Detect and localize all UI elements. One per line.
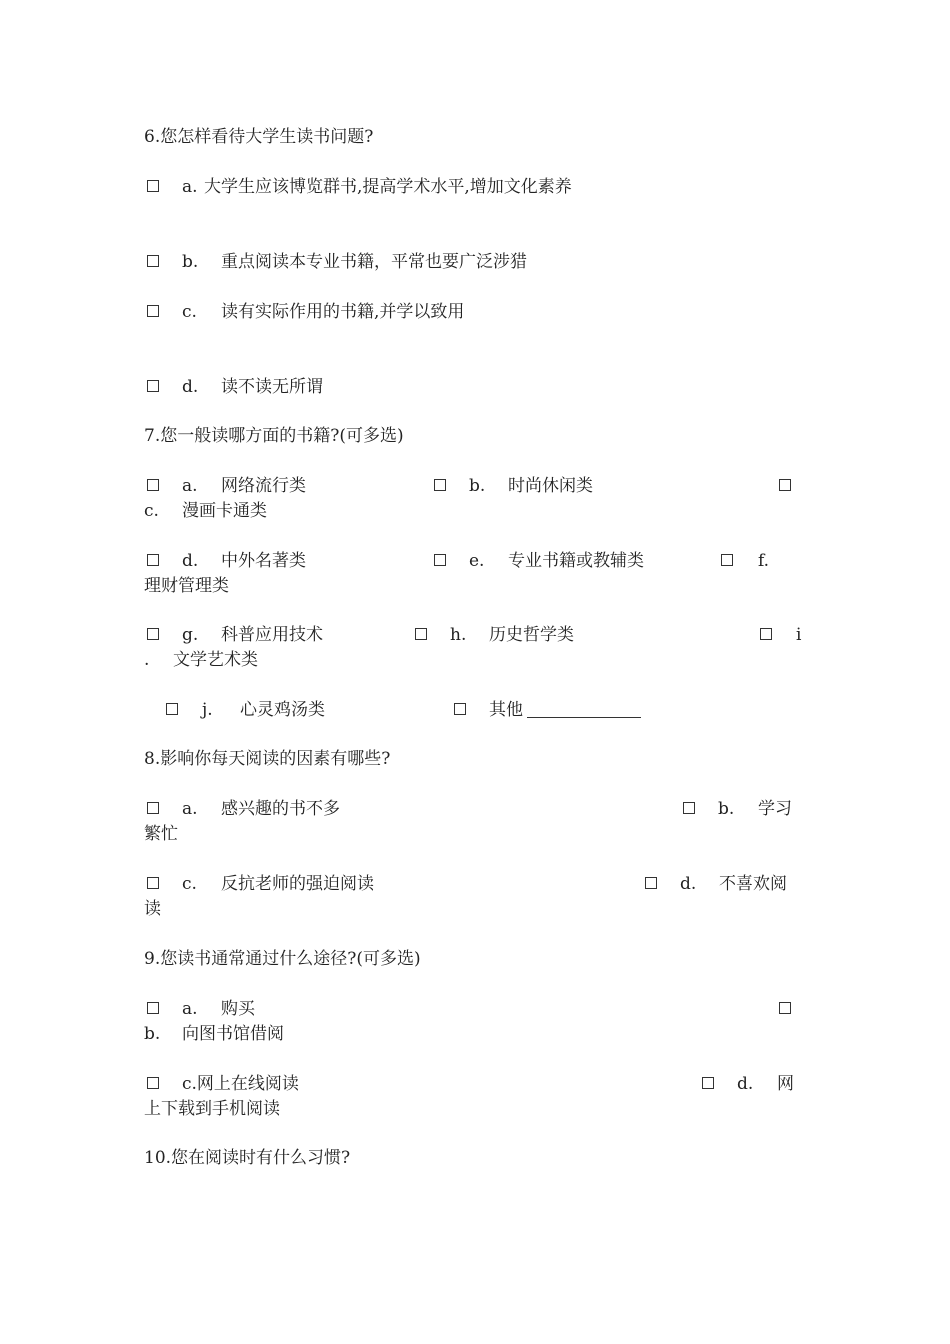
checkbox-q6-b[interactable] [147, 255, 159, 267]
option-label-continued: 繁忙 [144, 824, 178, 844]
checkbox-q7-g[interactable] [147, 628, 159, 640]
option-letter: g. [182, 625, 199, 645]
checkbox-q9-d[interactable] [702, 1077, 714, 1089]
option-label: 时尚休闲类 [508, 476, 593, 496]
option-label: 读不读无所谓 [221, 377, 323, 397]
option-label: 购买 [221, 999, 255, 1019]
option-label: 向图书馆借阅 [182, 1024, 284, 1044]
checkbox-q9-b[interactable] [779, 1002, 791, 1014]
checkbox-q9-c[interactable] [147, 1077, 159, 1089]
checkbox-q7-other[interactable] [454, 703, 466, 715]
option-label: 反抗老师的强迫阅读 [221, 874, 374, 894]
question-6: 6.您怎样看待大学生读书问题? [144, 127, 374, 147]
option-letter: f. [758, 551, 770, 571]
option-letter: d. [182, 551, 199, 571]
option-letter: b. [469, 476, 486, 496]
option-letter: a. [182, 999, 198, 1019]
option-letter: c. [144, 501, 159, 521]
option-label: 大学生应该博览群书,提高学术水平,增加文化素养 [204, 177, 572, 197]
checkbox-q7-i[interactable] [760, 628, 772, 640]
checkbox-q7-d[interactable] [147, 554, 159, 566]
option-letter: c. [182, 874, 197, 894]
option-label: 学习 [758, 799, 792, 819]
checkbox-q7-j[interactable] [166, 703, 178, 715]
checkbox-q7-b[interactable] [434, 479, 446, 491]
checkbox-q9-a[interactable] [147, 1002, 159, 1014]
option-label: 其他 [489, 700, 523, 720]
checkbox-q8-c[interactable] [147, 877, 159, 889]
option-label: 读有实际作用的书籍,并学以致用 [221, 302, 465, 322]
question-9: 9.您读书通常通过什么途径?(可多选) [144, 949, 421, 969]
option-letter: i [796, 625, 802, 645]
option-label: 心灵鸡汤类 [240, 700, 325, 720]
checkbox-q8-a[interactable] [147, 802, 159, 814]
option-label: 网络流行类 [221, 476, 306, 496]
option-label: 漫画卡通类 [182, 501, 267, 521]
option-label: 网 [777, 1074, 794, 1094]
option-label: 文学艺术类 [173, 650, 258, 670]
option-letter: b. [182, 252, 199, 272]
option-label: 不喜欢阅 [719, 874, 787, 894]
checkbox-q6-c[interactable] [147, 305, 159, 317]
option-label-continued: 读 [144, 899, 161, 919]
option-letter-dot: . [144, 650, 150, 670]
option-label: 专业书籍或教辅类 [508, 551, 644, 571]
checkbox-q7-e[interactable] [434, 554, 446, 566]
option-letter: d. [680, 874, 697, 894]
option-label: 科普应用技术 [221, 625, 323, 645]
option-letter: c. [182, 302, 197, 322]
checkbox-q7-f[interactable] [721, 554, 733, 566]
checkbox-q7-c[interactable] [779, 479, 791, 491]
option-letter: d. [737, 1074, 754, 1094]
question-10: 10.您在阅读时有什么习惯? [144, 1148, 351, 1168]
checkbox-q6-a[interactable] [147, 180, 159, 192]
option-letter: a. [182, 799, 198, 819]
option-label-continued: 上下载到手机阅读 [144, 1099, 280, 1119]
option-letter: a. [182, 177, 198, 197]
option-label: c.网上在线阅读 [182, 1074, 299, 1094]
option-label: 重点阅读本专业书籍，平常也要广泛涉猎 [221, 252, 527, 272]
checkbox-q7-h[interactable] [415, 628, 427, 640]
question-8: 8.影响你每天阅读的因素有哪些? [144, 749, 391, 769]
option-label: 感兴趣的书不多 [221, 799, 340, 819]
option-label: 中外名著类 [221, 551, 306, 571]
checkbox-q8-b[interactable] [683, 802, 695, 814]
option-letter: d. [182, 377, 199, 397]
option-label: 历史哲学类 [489, 625, 574, 645]
option-letter: a. [182, 476, 198, 496]
option-letter: b. [718, 799, 735, 819]
option-letter: b. [144, 1024, 161, 1044]
option-letter: e. [469, 551, 485, 571]
option-letter: h. [450, 625, 467, 645]
checkbox-q8-d[interactable] [645, 877, 657, 889]
checkbox-q7-a[interactable] [147, 479, 159, 491]
checkbox-q6-d[interactable] [147, 380, 159, 392]
option-letter: j. [202, 700, 213, 720]
other-fill-in-blank[interactable] [527, 717, 641, 718]
question-7: 7.您一般读哪方面的书籍?(可多选) [144, 426, 404, 446]
option-label: 理财管理类 [144, 576, 229, 596]
